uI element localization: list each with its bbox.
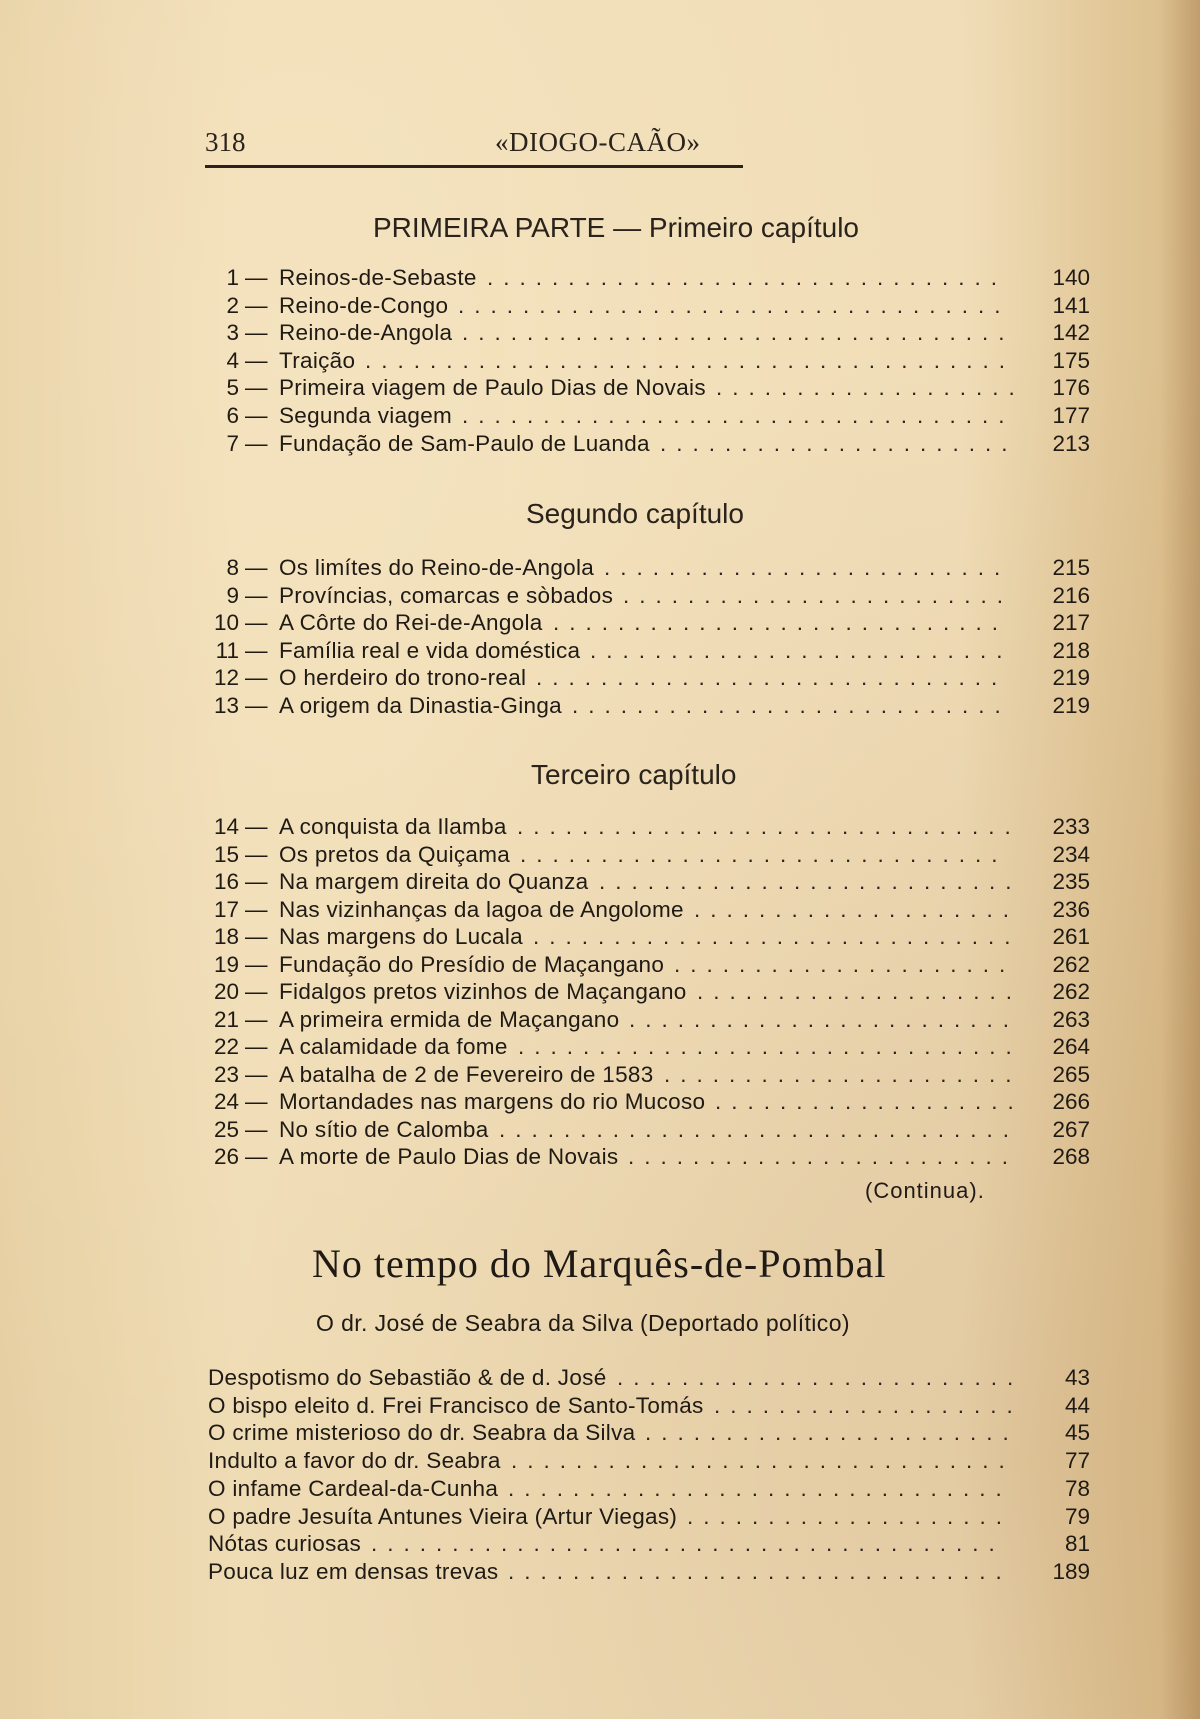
toc-row (208, 1530, 1090, 1557)
entry-title: Despotismo do Sebastião & de d. José (208, 1365, 607, 1390)
dot-leader: ........................................ (365, 347, 1016, 373)
toc-row (205, 430, 1090, 457)
toc-row (205, 554, 1090, 581)
dot-leader: .................... (687, 1503, 1013, 1529)
chapter-page-number: 261 (1052, 924, 1090, 949)
page-edge-shadow (1160, 0, 1200, 1719)
toc-row (205, 664, 1090, 691)
pombal-subtitle: O dr. José de Seabra da Silva (Deportado político) (316, 1310, 850, 1336)
em-dash-separator: — (245, 1061, 268, 1087)
chapter-page-number: 175 (1052, 347, 1090, 373)
toc-row (205, 1143, 1090, 1170)
toc-row (205, 896, 1090, 923)
toc-row (205, 609, 1090, 636)
chapter-number: 2 (226, 292, 239, 318)
dot-leader: ............................... (517, 814, 1021, 839)
toc-row (205, 1033, 1090, 1060)
chapter-number: 8 (226, 555, 239, 580)
toc-row (205, 1116, 1090, 1143)
chapter-title: Nas vizinhanças da lagoa de Angolome (279, 896, 684, 922)
chapter-number: 10 (213, 610, 239, 636)
em-dash-separator: — (245, 924, 268, 949)
chapter-page-number: 267 (1052, 1116, 1090, 1142)
toc-row (205, 402, 1090, 429)
chapter-title: A batalha de 2 de Fevereiro de 1583 (279, 1061, 654, 1087)
chapter-number: 13 (213, 693, 239, 718)
chapter-page-number: 219 (1052, 665, 1090, 691)
continua-note: (Continua). (865, 1178, 985, 1203)
page-header (205, 127, 745, 167)
entry-page-number: 45 (1064, 1420, 1090, 1446)
dot-leader: .......................... (599, 869, 1022, 894)
chapter-title: A Côrte do Rei-de-Angola (279, 610, 543, 636)
chapter-number: 21 (213, 1006, 239, 1032)
toc-row (208, 1558, 1090, 1585)
dot-leader: ........................ (623, 582, 1014, 608)
toc-row (205, 1061, 1090, 1088)
toc-row (205, 841, 1090, 868)
em-dash-separator: — (245, 347, 268, 373)
dot-leader: ......................... (604, 555, 1011, 580)
entry-title: Nótas curiosas (208, 1531, 362, 1557)
pombal-title: No tempo do Marquês-de-Pombal (312, 1241, 887, 1286)
chapter-page-number: 140 (1052, 265, 1090, 290)
em-dash-separator: — (245, 841, 268, 867)
chapter-number: 16 (213, 869, 239, 894)
em-dash-separator: — (245, 265, 268, 290)
dot-leader: ......................... (617, 1365, 1024, 1390)
em-dash-separator: — (245, 1034, 268, 1059)
em-dash-separator: — (245, 1116, 268, 1142)
entry-title: Pouca luz em densas trevas (208, 1558, 499, 1584)
chapter-title: Reino-de-Congo (279, 292, 449, 318)
dot-leader: .......................... (590, 637, 1013, 663)
chapter-title: Primeira viagem de Paulo Dias de Novais (279, 375, 706, 401)
chapter-page-number: 217 (1052, 610, 1090, 636)
chapter-number: 24 (213, 1089, 239, 1114)
em-dash-separator: — (245, 637, 268, 663)
chapter-title: Províncias, comarcas e sòbados (279, 582, 614, 608)
section-title-segundo-capitulo: Segundo capítulo (526, 498, 744, 529)
em-dash-separator: — (245, 1006, 268, 1032)
dot-leader: .................................. (462, 320, 1015, 346)
dot-leader: ........................... (572, 693, 1011, 718)
chapter-page-number: 262 (1052, 979, 1090, 1004)
chapter-page-number: 233 (1052, 814, 1090, 839)
running-title: «DIOGO-CAÃO» (495, 127, 701, 157)
toc-row (205, 264, 1090, 291)
chapter-title: A origem da Dinastia-Ginga (279, 693, 562, 718)
dot-leader: .............................. (520, 841, 1008, 867)
em-dash-separator: — (245, 292, 268, 318)
em-dash-separator: — (245, 1144, 268, 1169)
chapter-title: Fidalgos pretos vizinhos de Maçangano (279, 979, 687, 1004)
chapter-page-number: 265 (1052, 1061, 1090, 1087)
dot-leader: ................... (716, 375, 1025, 401)
chapter-title: No sítio de Calomba (279, 1116, 489, 1142)
chapter-title: A calamidade da fome (279, 1034, 508, 1059)
header-rule (205, 165, 743, 168)
toc-row (208, 1419, 1090, 1446)
chapter-number: 15 (213, 841, 239, 867)
chapter-page-number: 234 (1052, 841, 1090, 867)
chapter-title: Segunda viagem (279, 403, 453, 428)
dot-leader: .................................. (458, 292, 1011, 318)
entry-page-number: 77 (1064, 1448, 1090, 1474)
dot-leader: ............................. (536, 665, 1008, 691)
chapter-page-number: 219 (1052, 693, 1090, 718)
toc-row (205, 1088, 1090, 1115)
chapter-page-number: 218 (1052, 637, 1090, 663)
toc-row (205, 582, 1090, 609)
chapter-number: 14 (213, 814, 239, 839)
dot-leader: ............................ (553, 610, 1009, 636)
dot-leader: ...................... (664, 1061, 1022, 1087)
chapter-page-number: 215 (1052, 555, 1090, 580)
chapter-title: A primeira ermida de Maçangano (279, 1006, 620, 1032)
toc-row (205, 868, 1090, 895)
em-dash-separator: — (245, 693, 268, 718)
toc-row (208, 1447, 1090, 1474)
em-dash-separator: — (245, 1089, 268, 1114)
em-dash-separator: — (245, 951, 268, 977)
chapter-title: Nas margens do Lucala (279, 924, 523, 949)
em-dash-separator: — (245, 665, 268, 691)
em-dash-separator: — (245, 430, 268, 456)
chapter-number: 22 (213, 1034, 239, 1059)
chapter-number: 6 (226, 403, 239, 428)
toc-row (205, 813, 1090, 840)
chapter-number: 18 (213, 924, 239, 949)
chapter-number: 19 (213, 951, 239, 977)
chapter-number: 25 (213, 1116, 239, 1142)
chapter-page-number: 142 (1052, 320, 1090, 346)
toc-row (208, 1503, 1090, 1530)
dot-leader: ............................... (508, 1475, 1012, 1501)
chapter-page-number: 235 (1052, 869, 1090, 894)
chapter-number: 9 (226, 582, 239, 608)
entry-page-number: 43 (1064, 1365, 1090, 1390)
dot-leader: ................... (715, 1089, 1024, 1114)
chapter-page-number: 216 (1052, 582, 1090, 608)
chapter-title: A conquista da Ilamba (279, 814, 507, 839)
chapter-page-number: 266 (1052, 1089, 1090, 1114)
toc-row (208, 1392, 1090, 1419)
chapter-title: Família real e vida doméstica (279, 637, 581, 663)
em-dash-separator: — (245, 979, 268, 1004)
dot-leader: ...................... (660, 430, 1018, 456)
chapter-title: Reino-de-Angola (279, 320, 453, 346)
dot-leader: ........................ (628, 1144, 1019, 1169)
chapter-title: Fundação de Sam-Paulo de Luanda (279, 430, 650, 456)
chapter-page-number: 264 (1052, 1034, 1090, 1059)
chapter-number: 1 (226, 265, 239, 290)
toc-row (205, 347, 1090, 374)
em-dash-separator: — (245, 869, 268, 894)
section-title-terceiro-capitulo: Terceiro capítulo (531, 759, 737, 790)
dot-leader: ................................ (499, 1116, 1020, 1142)
toc-row (205, 374, 1090, 401)
chapter-page-number: 263 (1052, 1006, 1090, 1032)
em-dash-separator: — (245, 403, 268, 428)
chapter-page-number: 176 (1052, 375, 1090, 401)
entry-page-number: 44 (1064, 1392, 1090, 1418)
dot-leader: ............................... (511, 1448, 1015, 1474)
dot-leader: ................... (714, 1392, 1023, 1418)
em-dash-separator: — (245, 814, 268, 839)
chapter-page-number: 141 (1052, 292, 1090, 318)
toc-row (205, 1006, 1090, 1033)
entry-title: O crime misterioso do dr. Seabra da Silva (208, 1420, 636, 1446)
chapter-number: 12 (213, 665, 239, 691)
chapter-page-number: 177 (1052, 403, 1090, 428)
dot-leader: ............................... (518, 1034, 1022, 1059)
toc-row (205, 923, 1090, 950)
chapter-title: O herdeiro do trono-real (279, 665, 527, 691)
toc-row (208, 1364, 1090, 1391)
section-title-primeira-parte: PRIMEIRA PARTE — Primeiro capítulo (373, 212, 859, 243)
chapter-number: 26 (213, 1144, 239, 1169)
entry-title: Indulto a favor do dr. Seabra (208, 1448, 501, 1474)
dot-leader: ....................................... (371, 1531, 1005, 1557)
toc-row (208, 1475, 1090, 1502)
chapter-page-number: 236 (1052, 896, 1090, 922)
toc-row (205, 692, 1090, 719)
chapter-page-number: 213 (1052, 430, 1090, 456)
chapter-title: A morte de Paulo Dias de Novais (279, 1144, 619, 1169)
dot-leader: ........................ (629, 1006, 1020, 1032)
dot-leader: ............................... (508, 1558, 1012, 1584)
chapter-title: Os pretos da Quiçama (279, 841, 511, 867)
toc-row (205, 978, 1090, 1005)
dot-leader: ....................... (645, 1420, 1019, 1446)
toc-row (205, 319, 1090, 346)
entry-title: O infame Cardeal-da-Cunha (208, 1475, 499, 1501)
chapter-number: 23 (213, 1061, 239, 1087)
dot-leader: .............................. (533, 924, 1021, 949)
em-dash-separator: — (245, 375, 268, 401)
chapter-page-number: 262 (1052, 951, 1090, 977)
entry-page-number: 79 (1064, 1503, 1090, 1529)
chapter-number: 4 (226, 347, 239, 373)
chapter-number: 3 (226, 320, 239, 346)
em-dash-separator: — (245, 320, 268, 346)
dot-leader: .................... (694, 896, 1020, 922)
toc-row (205, 951, 1090, 978)
chapter-number: 7 (226, 430, 239, 456)
chapter-title: Os limítes do Reino-de-Angola (279, 555, 595, 580)
page-number: 318 (205, 127, 246, 157)
em-dash-separator: — (245, 555, 268, 580)
dot-leader: .................... (697, 979, 1023, 1004)
chapter-number: 20 (213, 979, 239, 1004)
chapter-title: Na margem direita do Quanza (279, 869, 589, 894)
chapter-number: 17 (213, 896, 239, 922)
chapter-page-number: 268 (1052, 1144, 1090, 1169)
em-dash-separator: — (245, 610, 268, 636)
dot-leader: ..................... (674, 951, 1016, 977)
em-dash-separator: — (245, 582, 268, 608)
chapter-number: 5 (226, 375, 239, 401)
dot-leader: .................................. (462, 403, 1015, 428)
toc-row (205, 292, 1090, 319)
entry-title: O bispo eleito d. Frei Francisco de Santo-Tomás (208, 1392, 704, 1418)
chapter-title: Fundação do Presídio de Maçangano (279, 951, 665, 977)
em-dash-separator: — (245, 896, 268, 922)
dot-leader: ................................ (487, 265, 1008, 290)
toc-row (205, 637, 1090, 664)
entry-page-number: 189 (1052, 1558, 1090, 1584)
entry-page-number: 78 (1064, 1475, 1090, 1501)
chapter-title: Reinos-de-Sebaste (279, 265, 477, 290)
chapter-title: Mortandades nas margens do rio Mucoso (279, 1089, 706, 1114)
entry-title: O padre Jesuíta Antunes Vieira (Artur Viegas) (208, 1503, 678, 1529)
chapter-number: 11 (215, 637, 239, 663)
chapter-title: Traição (279, 347, 356, 373)
entry-page-number: 81 (1064, 1531, 1090, 1557)
